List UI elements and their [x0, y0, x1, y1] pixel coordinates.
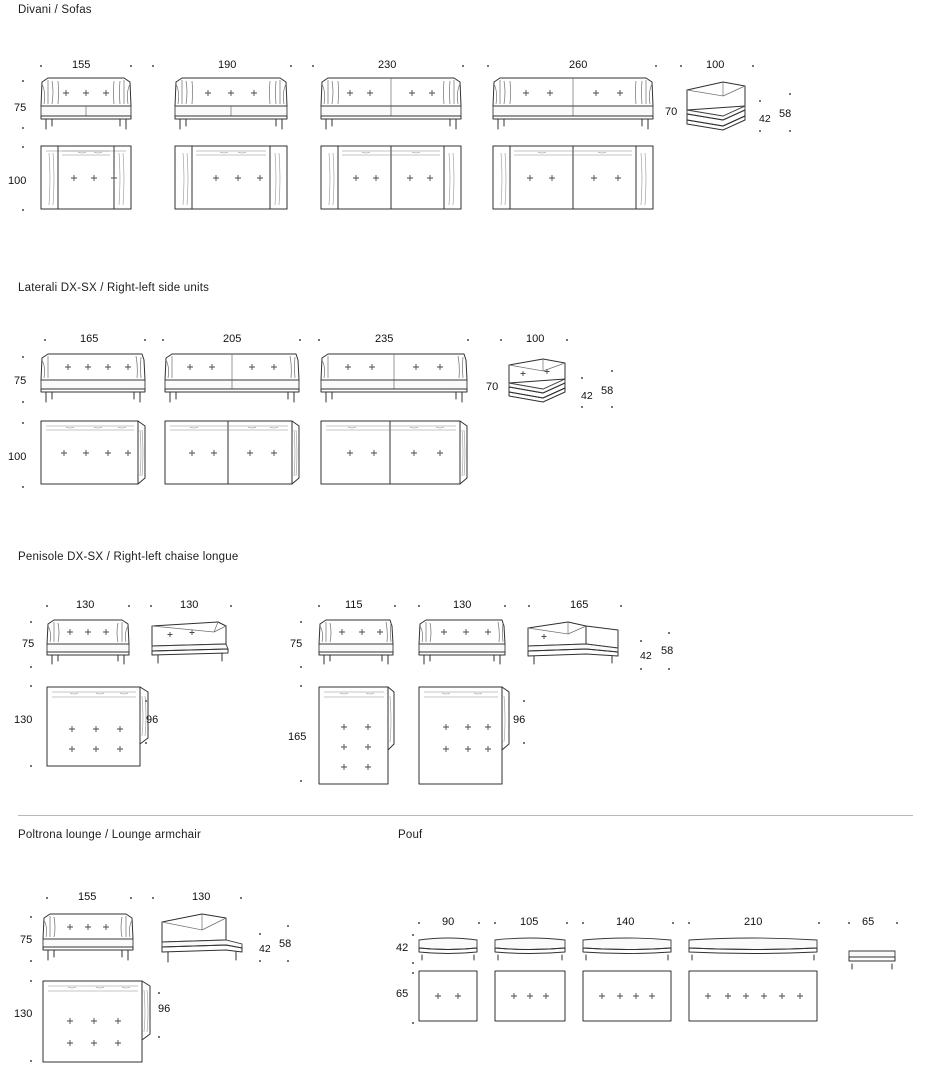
dim-sofa-w-100: 100	[706, 59, 725, 71]
figure-pouf-105-plan	[492, 968, 568, 1024]
dim-side-w-165: 165	[80, 333, 99, 345]
dim-armchair-h-96: 96	[158, 1003, 171, 1015]
dim-sofa-h-100: 100	[8, 175, 27, 187]
figure-pouf-140-front	[580, 936, 674, 962]
dim-pouf-w-105: 105	[520, 916, 539, 928]
dim-armchair-w-155: 155	[78, 891, 97, 903]
figure-sofa-230-front	[318, 76, 464, 131]
figure-pouf-210-front	[686, 936, 820, 962]
dim-sofa-corner-42: 42	[759, 113, 771, 125]
dim-armchair-w-130: 130	[192, 891, 211, 903]
dim-chaise-w-130-b: 130	[180, 599, 199, 611]
dim-sofa-h-75: 75	[14, 102, 27, 114]
dim-chaise-h-75-left: 75	[22, 638, 35, 650]
dim-pouf-w-210: 210	[744, 916, 763, 928]
dim-chaise-h-58: 58	[661, 645, 674, 657]
dim-armchair-h-42: 42	[259, 943, 271, 955]
dim-side-w-205: 205	[223, 333, 242, 345]
dim-chaise-w-115: 115	[345, 599, 363, 611]
figure-chaise-115-front	[316, 618, 396, 666]
dim-chaise-h-75-right: 75	[290, 638, 303, 650]
dim-side-w-100: 100	[526, 333, 545, 345]
figure-armchair-155-front	[40, 912, 136, 962]
figure-sofa-corner-100	[683, 80, 757, 132]
dim-chaise-h-96-left: 96	[146, 714, 159, 726]
dim-pouf-w-140: 140	[616, 916, 635, 928]
dim-chaise-w-130-a: 130	[76, 599, 95, 611]
figure-sofa-190-plan	[172, 143, 290, 213]
figure-chaise-130-side	[148, 618, 232, 666]
dim-sofa-w-190: 190	[218, 59, 237, 71]
section-title-pouf: Pouf	[398, 829, 423, 841]
dim-chaise-h-42: 42	[640, 650, 652, 662]
figure-pouf-90-plan	[416, 968, 480, 1024]
figure-chaise-130-plan	[44, 684, 154, 770]
dim-sofa-w-230: 230	[378, 59, 397, 71]
dim-armchair-h-130: 130	[14, 1008, 33, 1020]
dim-chaise-w-165: 165	[570, 599, 589, 611]
dim-side-w-235: 235	[375, 333, 394, 345]
dim-sofa-corner-58: 58	[779, 108, 792, 120]
figure-pouf-90-front	[416, 936, 480, 962]
figure-side-235-front	[318, 352, 470, 404]
figure-sofa-155-plan	[38, 143, 134, 213]
figure-chaise-165-side	[524, 620, 624, 668]
figure-sofa-260-plan	[490, 143, 656, 213]
figure-side-165-plan	[38, 418, 148, 488]
figure-pouf-105-front	[492, 936, 568, 962]
figure-side-corner-100	[503, 355, 575, 405]
dim-pouf-w-90: 90	[442, 916, 455, 928]
figure-armchair-130-plan	[40, 978, 156, 1064]
figure-pouf-140-plan	[580, 968, 674, 1024]
dim-pouf-w-65: 65	[862, 916, 875, 928]
figure-chaise-130-plan-right	[416, 684, 512, 788]
dim-side-corner-42: 42	[581, 390, 593, 402]
dim-sofa-corner-70: 70	[665, 106, 678, 118]
figure-side-205-front	[162, 352, 302, 404]
dim-pouf-h-65: 65	[396, 988, 409, 1000]
figure-pouf-210-plan	[686, 968, 820, 1024]
figure-chaise-130-front	[44, 618, 132, 666]
figure-sofa-230-plan	[318, 143, 464, 213]
section-divider	[18, 815, 913, 816]
figure-pouf-65-front	[846, 948, 898, 972]
figure-side-235-plan	[318, 418, 470, 488]
dim-side-corner-70: 70	[486, 381, 499, 393]
dim-chaise-h-165: 165	[288, 731, 307, 743]
dim-armchair-h-75: 75	[20, 934, 33, 946]
figure-side-205-plan	[162, 418, 302, 488]
figure-sofa-155-front	[38, 76, 134, 131]
figure-chaise-115-plan	[316, 684, 396, 788]
dim-chaise-h-130: 130	[14, 714, 33, 726]
section-title-side-units: Laterali DX-SX / Right-left side units	[18, 282, 210, 294]
figure-sofa-260-front	[490, 76, 656, 131]
dim-side-h-75: 75	[14, 375, 27, 387]
dim-sofa-w-155: 155	[72, 59, 91, 71]
section-title-lounge-armchair: Poltrona lounge / Lounge armchair	[18, 829, 202, 841]
dim-armchair-h-58: 58	[279, 938, 292, 950]
section-title-chaise: Penisole DX-SX / Right-left chaise longue	[18, 551, 239, 563]
dim-chaise-h-96-right: 96	[513, 714, 526, 726]
figure-side-165-front	[38, 352, 148, 404]
dim-side-corner-58: 58	[601, 385, 614, 397]
figure-armchair-130-side	[156, 912, 252, 964]
dim-pouf-h-42: 42	[396, 942, 409, 954]
dim-side-h-100: 100	[8, 451, 27, 463]
figure-sofa-190-front	[172, 76, 290, 131]
dim-chaise-w-130-c: 130	[453, 599, 472, 611]
section-title-sofas: Divani / Sofas	[18, 4, 92, 16]
figure-chaise-130-front-right	[416, 618, 508, 666]
dim-sofa-w-260: 260	[569, 59, 588, 71]
